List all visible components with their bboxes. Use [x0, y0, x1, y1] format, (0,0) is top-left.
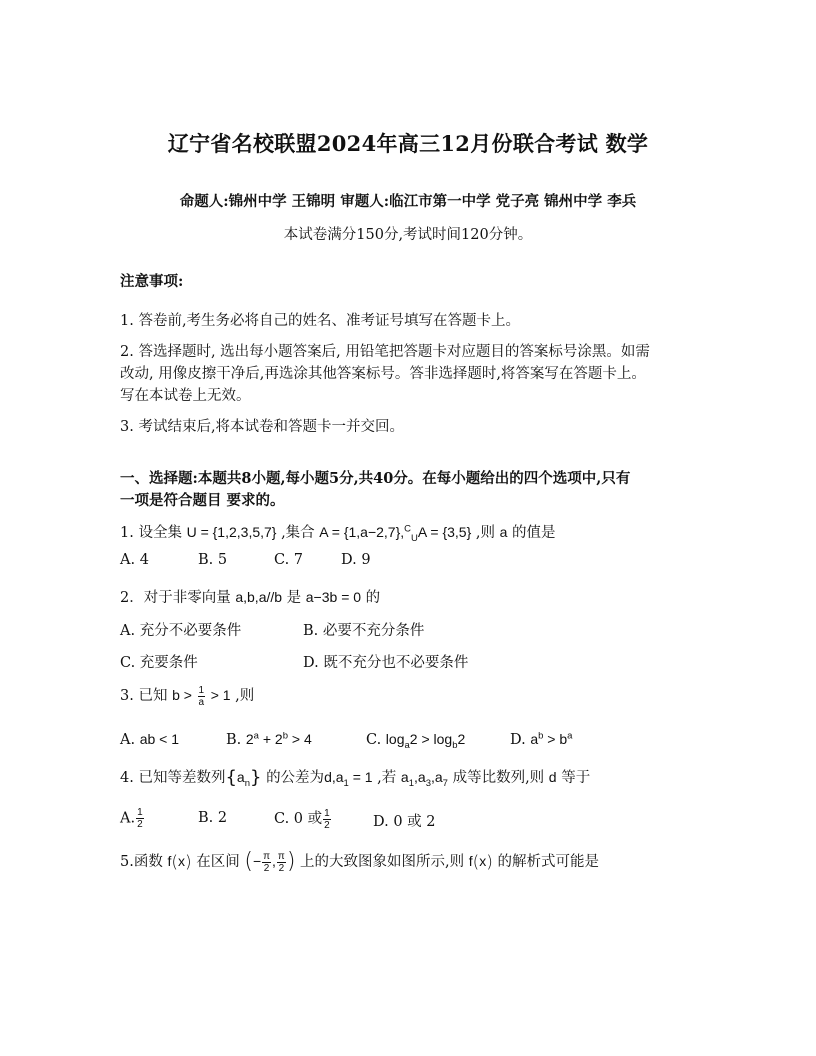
- q5-x: x: [177, 853, 185, 869]
- q1-option-a: A. 4: [120, 552, 149, 568]
- q5-two2: 2: [278, 862, 285, 874]
- q5-minus: −: [252, 853, 262, 869]
- question-4: [120, 766, 700, 789]
- authors-line: 命题人:锦州中学 王锦明 审题人:临江市第一中学 党子亮 锦州中学 李兵: [179, 193, 637, 210]
- q5-fx-2: f(x): [468, 852, 493, 873]
- q5-f2: f: [468, 853, 473, 869]
- q4-mid: 的公差为: [266, 770, 325, 786]
- q4-option-c: [274, 807, 332, 831]
- q1-set-u: U = {1,2,3,5,7}: [186, 524, 277, 540]
- q4-mid3: 成等比数列,则: [452, 770, 545, 786]
- section-1-line-1: 一、选择题:本题共8小题,每小题5分,共40分。在每小题给出的四个选项中,只有: [120, 470, 631, 487]
- q5-x2: x: [479, 853, 487, 869]
- notice-item-2-line-2: 改动, 用像皮擦干净后,再选涂其他答案标号。答非选择题时,将答案写在答题卡上。: [120, 366, 646, 382]
- q4-a-num: 1: [137, 807, 143, 818]
- q5-frac-1: [262, 851, 271, 874]
- q3-option-a-label: A.: [120, 732, 136, 748]
- q1-end: 的值是: [512, 525, 556, 541]
- q4-d: d,a: [324, 769, 344, 785]
- q4-brace-open: {: [225, 767, 237, 788]
- q3-option-c: [366, 731, 466, 751]
- q4-option-c-label: C. 0 或: [274, 811, 323, 827]
- q3-option-c-label: C.: [366, 732, 382, 748]
- section-1-line-2: 一项是符合题目 要求的。: [120, 492, 285, 509]
- q5-two1: 2: [263, 862, 270, 874]
- notice-heading: 注意事项:: [120, 273, 184, 290]
- q3-end: ,则: [235, 688, 255, 704]
- q5-comma: ,: [272, 853, 276, 869]
- q1-var: a: [499, 524, 508, 540]
- q2-option-d: D. 既不充分也不必要条件: [303, 655, 469, 671]
- q3-b-sup-a: a: [253, 730, 259, 742]
- notice-item-3: 3. 考试结束后,将本试卷和答题卡一并交回。: [120, 419, 405, 435]
- q5-prefix: 5.函数: [120, 854, 163, 870]
- q4-end: 等于: [561, 770, 591, 786]
- q4-option-a-frac: [136, 807, 144, 830]
- q4-seq-a3: ,a: [414, 769, 426, 785]
- q3-d-sup-a: a: [567, 730, 573, 742]
- question-2: [120, 586, 700, 609]
- question-1: [120, 521, 700, 544]
- q2-option-b: B. 必要不充分条件: [303, 623, 425, 639]
- q3-option-a: [120, 731, 179, 748]
- q2-vec: a,b,a//b: [235, 589, 283, 605]
- q4-option-c-frac: [323, 808, 331, 831]
- q1-prefix: 1. 设全集: [120, 525, 182, 541]
- notice-item-1: 1. 答卷前,考生务必将自己的姓名、准考证号填写在答题卡上。: [120, 313, 521, 329]
- q3-fraction: [198, 685, 206, 708]
- q4-an-sub: n: [244, 777, 250, 789]
- q3-d-sup-b: b: [538, 730, 544, 742]
- question-5: [120, 850, 700, 874]
- q1-option-b: B. 5: [198, 552, 228, 568]
- q3-c-sub1: a: [404, 739, 410, 751]
- q3-option-d-label: D.: [510, 732, 526, 748]
- q3-b-two: 2: [245, 731, 254, 747]
- q5-pi1: π: [263, 850, 271, 862]
- q5-fx: f(x): [167, 852, 192, 873]
- q1-mid: ,集合: [276, 525, 315, 541]
- q4-d-eq: = 1: [348, 769, 373, 785]
- q3-c-sub2: b: [452, 739, 458, 751]
- q5-interval: (− $\frac{\pi}{2}$ , $\frac{\pi}{2}$ ): [244, 849, 296, 874]
- q4-seq: [400, 769, 448, 789]
- q4-a-den: 2: [137, 819, 143, 830]
- q4-seq-s1: 1: [408, 777, 414, 789]
- q4-option-a: [120, 807, 145, 830]
- q3-c-log1: log: [385, 731, 405, 747]
- q5-frac-2: [277, 851, 286, 874]
- q5-mid: 在区间: [196, 854, 240, 870]
- q4-option-a-label: A.: [120, 810, 136, 827]
- q3-option-b-expr: [246, 731, 312, 747]
- q1-set-a: A = {1,a−2,7},: [319, 524, 405, 540]
- q5-mid2: 上的大致图象如图所示,则: [300, 854, 465, 870]
- q3-option-a-expr: ab < 1: [139, 731, 180, 747]
- q2-prefix: 2．对于非零向量: [120, 590, 231, 606]
- q3-frac-num: 1: [198, 684, 205, 696]
- q4-an: [236, 769, 250, 789]
- q3-prefix: 3. 已知: [120, 688, 168, 704]
- q4-d-sub: 1: [343, 777, 349, 789]
- q4-c-den: 2: [324, 819, 330, 831]
- q4-an-a: a: [236, 769, 245, 785]
- q4-seq-s7: 7: [442, 777, 448, 789]
- q3-d-a: a: [530, 731, 539, 747]
- q4-seq-a7: ,a: [430, 769, 443, 785]
- q2-option-c: C. 充要条件: [120, 655, 198, 671]
- question-3: [120, 684, 700, 708]
- q4-d-expr: [324, 769, 373, 789]
- q4-c-num: 1: [324, 807, 330, 819]
- q4-brace-close: }: [250, 767, 262, 788]
- q3-b-end: > 4: [288, 731, 312, 747]
- full-score-line: 本试卷满分150分,考试时间120分钟。: [283, 227, 533, 243]
- q3-b-sup-b: b: [282, 730, 289, 742]
- q2-mid: 是: [286, 590, 302, 606]
- q2-end: 的: [365, 590, 381, 606]
- q4-option-d: D. 0 或 2: [373, 814, 436, 830]
- q3-option-c-expr: [385, 731, 466, 751]
- q1-c: C: [404, 523, 412, 535]
- q5-pi2: π: [277, 850, 285, 862]
- q5-end: 的解析式可能是: [497, 854, 600, 870]
- q3-gt1: > 1: [210, 687, 231, 703]
- q4-prefix: 4. 已知等差数列: [120, 770, 226, 786]
- notice-item-2-line-1: 2. 答选择题时, 选出每小题答案后, 用铅笔把答题卡对应题目的答案标号涂黑。如需: [120, 344, 650, 360]
- q3-frac-den: a: [198, 696, 205, 708]
- notice-item-2-line-3: 写在本试卷上无效。: [120, 388, 251, 404]
- q2-option-a: A. 充分不必要条件: [120, 623, 242, 639]
- q1-complement: [404, 523, 472, 544]
- q4-seq-s3: 3: [425, 777, 431, 789]
- q4-option-b: B. 2: [198, 810, 228, 826]
- q1-tail: ,则: [471, 525, 495, 541]
- page-title: 辽宁省名校联盟2024年高三12月份联合考试 数学: [167, 131, 649, 156]
- q1-option-c: C. 7: [274, 552, 304, 568]
- q4-mid2: ,若: [372, 770, 397, 786]
- q3-b-plus: + 2: [258, 731, 283, 747]
- q3-option-b-label: B.: [226, 732, 242, 748]
- q1-option-d: D. 9: [341, 552, 371, 568]
- q1-ca: A = {3,5}: [417, 524, 472, 540]
- q4-dvar: d: [548, 769, 557, 785]
- q3-option-b: [226, 731, 312, 748]
- q1-c-sub: U: [411, 532, 418, 544]
- q3-option-d-expr: [530, 731, 572, 747]
- q3-c-end: 2: [457, 731, 466, 747]
- q2-eq: a−3b = 0: [305, 589, 362, 605]
- q5-f: f: [167, 853, 172, 869]
- q3-d-gt: > b: [543, 731, 568, 747]
- q4-seq-a1: a: [400, 769, 409, 785]
- q3-option-d: [510, 731, 572, 748]
- q3-c-mid: 2 > log: [409, 731, 453, 747]
- q3-b-gt: b >: [172, 687, 192, 703]
